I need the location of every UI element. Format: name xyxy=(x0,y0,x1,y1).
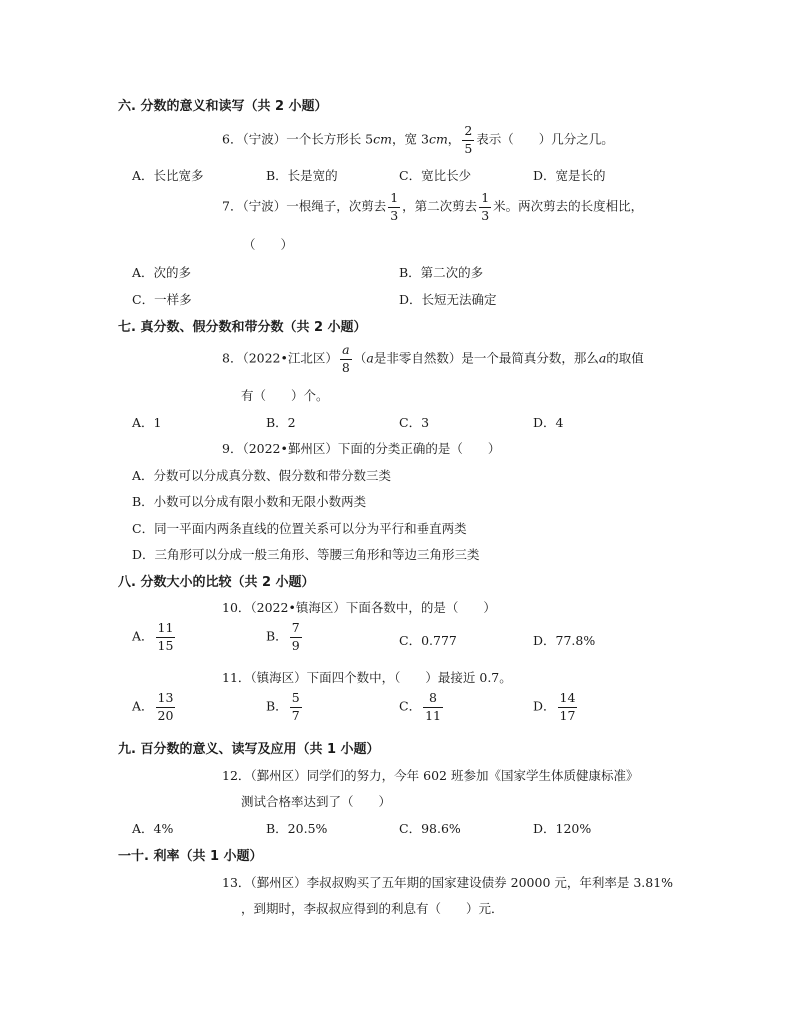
q11-option-c-label: C． xyxy=(399,698,422,714)
q7-text-pre: 7．（宁波）一根绳子，次剪去 xyxy=(222,198,387,214)
q8-fraction: $\frac{a}{8}$ xyxy=(341,342,350,375)
q6-option-a[interactable]: A．长比宽多 xyxy=(132,168,204,183)
question-13-stem-line-1: 13．（鄞州区）李叔叔购买了五年期的国家建设债券 20000 元，年利率是 3.81% xyxy=(222,875,674,890)
q10-option-a-label: A． xyxy=(132,628,154,644)
q8-text-c: 的取值 xyxy=(606,350,644,366)
q9-option-c[interactable]: C．同一平面内两条直线的位置关系可以分为平行和垂直两类 xyxy=(132,521,467,536)
q11-option-a[interactable] xyxy=(132,692,177,722)
question-9-stem: 9．（2022•鄞州区）下面的分类正确的是（ ） xyxy=(222,441,501,456)
q11-option-c-fraction: $\frac{8}{11}$ xyxy=(425,690,441,723)
q8-var-b: a xyxy=(598,350,607,366)
section-heading-7: 七. 真分数、假分数和带分数（共 2 小题） xyxy=(118,320,367,335)
q8-option-d[interactable]: D．4 xyxy=(533,415,564,430)
q11-option-a-fraction: $\frac{13}{20}$ xyxy=(157,690,174,723)
q9-option-d[interactable]: D．三角形可以分成一般三角形、等腰三角形和等边三角形三类 xyxy=(132,547,480,562)
q10-option-a-fraction: $\frac{11}{15}$ xyxy=(157,620,174,653)
q6-text-mid: ，宽 3 xyxy=(392,131,429,147)
q11-option-d[interactable] xyxy=(533,692,579,722)
q11-option-c[interactable] xyxy=(399,692,445,722)
q6-option-c[interactable]: C．宽比长少 xyxy=(399,168,472,183)
q9-option-a[interactable]: A．分数可以分成真分数、假分数和带分数三类 xyxy=(132,468,392,483)
q7-fraction-2: $\frac{1}{3}$ xyxy=(481,190,490,223)
q7-option-c[interactable]: C．一样多 xyxy=(132,292,192,307)
q6-unit-2: cm xyxy=(428,131,448,147)
question-12-stem-line-2: 测试合格率达到了（ ） xyxy=(241,794,392,809)
question-10-stem: 10．（2022•镇海区）下面各数中，的是（ ） xyxy=(222,600,496,615)
q11-option-d-fraction: $\frac{14}{17}$ xyxy=(559,690,576,723)
q8-var-a: a xyxy=(366,350,374,366)
q6-unit-1: cm xyxy=(373,131,392,147)
q11-option-a-label: A． xyxy=(132,698,154,714)
q10-option-d[interactable]: D．77.8% xyxy=(533,633,596,648)
q7-text-post: 米。两次剪去的长度相比， xyxy=(493,198,644,214)
q10-option-c[interactable]: C．0.777 xyxy=(399,633,457,648)
q6-fraction: $\frac{2}{5}$ xyxy=(464,123,473,156)
q8-option-c[interactable]: C．3 xyxy=(399,415,430,430)
q12-option-b[interactable]: B．20.5% xyxy=(266,821,328,836)
q7-option-a[interactable]: A．次的多 xyxy=(132,265,192,280)
q12-option-c[interactable]: C．98.6% xyxy=(399,821,461,836)
q10-option-a[interactable] xyxy=(132,622,177,652)
question-12-stem-line-1: 12．（鄞州区）同学们的努力，今年 602 班参加《国家学生体质健康标准》 xyxy=(222,768,639,783)
q8-text-pre: 8．（2022•江北区） xyxy=(222,350,338,366)
q8-text-a: （ xyxy=(353,350,367,366)
q8-line-2: 有（ ）个。 xyxy=(241,388,329,403)
section-heading-9: 九. 百分数的意义、读写及应用（共 1 小题） xyxy=(118,742,380,757)
q11-option-b-label: B． xyxy=(266,698,288,714)
q12-option-a[interactable]: A．4% xyxy=(132,821,174,836)
question-8-stem xyxy=(222,344,644,374)
q8-option-b[interactable]: B．2 xyxy=(266,415,296,430)
question-6-stem: 6．（宁波）一个长方形长 5cm，宽 3cm， $\frac{2}{5}$ 表示（ ）几分之几。 xyxy=(222,123,614,156)
question-7-stem xyxy=(222,192,643,222)
q7-text-mid: ，第二次剪去 xyxy=(402,198,478,214)
question-13-stem-line-2: ，到期时，李叔叔应得到的利息有（ ）元． xyxy=(241,901,504,916)
q7-answer-blank: （ ） xyxy=(243,237,294,252)
q7-fraction-1: $\frac{1}{3}$ xyxy=(390,190,399,223)
q8-text-b: 是非零自然数）是一个最简真分数，那么 xyxy=(373,350,599,366)
q6-option-b[interactable]: B．长是宽的 xyxy=(266,168,338,183)
section-heading-6: 六. 分数的意义和读写（共 2 小题） xyxy=(118,99,328,114)
q10-option-b-fraction: $\frac{7}{9}$ xyxy=(291,620,300,653)
q6-text-pre: 6．（宁波）一个长方形长 5 xyxy=(222,131,374,147)
q10-option-b-label: B． xyxy=(266,628,288,644)
q7-option-d[interactable]: D．长短无法确定 xyxy=(399,292,497,307)
q9-option-b[interactable]: B．小数可以分成有限小数和无限小数两类 xyxy=(132,494,367,509)
section-heading-8: 八. 分数大小的比较（共 2 小题） xyxy=(118,575,315,590)
q7-option-b[interactable]: B．第二次的多 xyxy=(399,265,484,280)
q10-option-b[interactable] xyxy=(266,622,304,652)
q11-option-b-fraction: $\frac{5}{7}$ xyxy=(291,690,300,723)
q8-option-a[interactable]: A．1 xyxy=(132,415,162,430)
q6-option-d[interactable]: D．宽是长的 xyxy=(533,168,606,183)
question-11-stem: 11．（镇海区）下面四个数中，（ ）最接近 0.7。 xyxy=(222,670,512,685)
q12-option-d[interactable]: D．120% xyxy=(533,821,592,836)
q6-text-post: 表示（ ）几分之几。 xyxy=(476,131,614,147)
section-heading-10: 一十. 利率（共 1 小题） xyxy=(118,849,263,864)
q11-option-d-label: D． xyxy=(533,698,556,714)
q11-option-b[interactable] xyxy=(266,692,304,722)
